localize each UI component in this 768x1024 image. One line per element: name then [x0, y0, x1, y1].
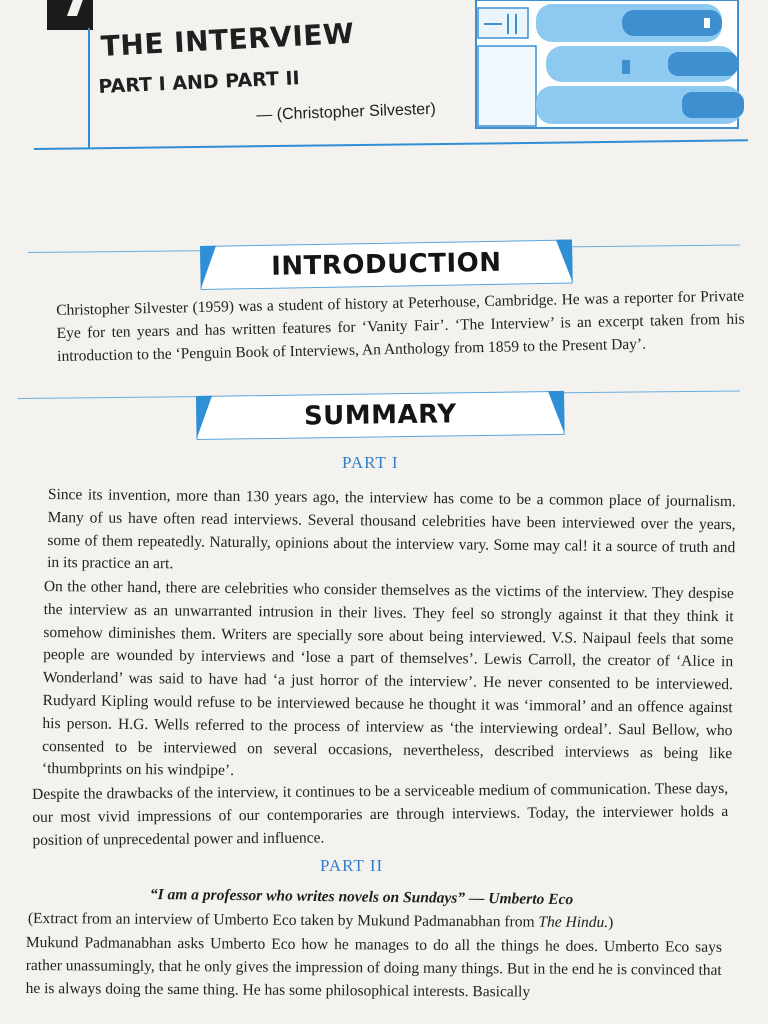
- part-two-text: Mukund Padmanabhan asks Umberto Eco how he manages to do all the things he does. Umberto Eco says rather unassumingly, that he only gives the impression of doing many things. But in the end he is convinced that he is always doing the same thing. He has some philosophical interests. Basically: [25, 933, 722, 1001]
- part-two-heading: PART II: [320, 856, 384, 875]
- introduction-heading-bar: [200, 240, 573, 290]
- books-illustration: [472, 0, 752, 140]
- introduction-heading: INTRODUCTION: [270, 247, 502, 282]
- author-credit: — (Christopher Silvester): [256, 100, 437, 124]
- extract-note: [28, 908, 728, 936]
- part-one-paragraph-1: Since its invention, more than 130 years ago, the interview has come to be a common place of journalism. Many of us have often read interviews. Several thousand celebrities have been interviewed over the years, some of them repeatedly. Naturally, opinions about the interview vary. Some may cal! it a source of truth and in its practice an art.: [47, 485, 736, 573]
- part-one-paragraph-2: On the other hand, there are celebrities who consider themselves as the victims of the interview. They despise the interview as an unwarranted intrusion in their lives. They feel so strongly against it that they think it somehow diminishes them. Writers are specially sore about being interviewed. V.S. Naipaul feels that some people are wounded by interviews and ‘lose a part of themselves’. Lewis Carroll, the creator of ‘Alice in Wonderland’ was said to have had ‘a just horror of the interview’. He never consented to be interviewed. Rudyard Kipling would refuse to be interviewed because he thought it was ‘immoral’ and an offence against his person. H.G. Wells referred to the process of interview as ‘the interviewing ordeal’. Saul Bellow, who consented to be interviewed on several occasions, nevertheless, described interviews as being like ‘thumbprints on his windpipe’.: [41, 577, 734, 780]
- page-subtitle: PART I AND PART II: [98, 67, 301, 98]
- introduction-text: Christopher Silvester (1959) was a student of history at Peterhouse, Cambridge. He was a reporter for Private Eye for ten years and has written features for ‘Vanity Fair’. ‘The Interview’ is an excerpt taken from his introduction to the ‘Penguin Book of Interviews, An Anthology from 1859 to the Present Day’.: [56, 287, 745, 365]
- extract-note-source: The Hindu.: [538, 913, 609, 932]
- summary-heading: SUMMARY: [303, 399, 457, 432]
- chapter-number-tab: [47, 0, 93, 30]
- summary-heading-bar: [196, 391, 565, 440]
- interview-quote-title: “I am a professor who writes novels on Sundays” — Umberto Eco: [149, 886, 574, 909]
- extract-note-suffix: ): [608, 914, 614, 932]
- page-title: THE INTERVIEW: [100, 16, 356, 63]
- extract-note-prefix: (Extract from an interview of Umberto Eco taken by Mukund Padmanabhan from: [27, 909, 539, 931]
- part-one-paragraph-3: Despite the drawbacks of the interview, it continues to be a serviceable medium of communication. These days, our most vivid impressions of our contemporaries are through interviews. Today, the interviewer holds a position of unprecedental power and influence.: [32, 779, 729, 849]
- part-one-heading: PART I: [342, 453, 399, 472]
